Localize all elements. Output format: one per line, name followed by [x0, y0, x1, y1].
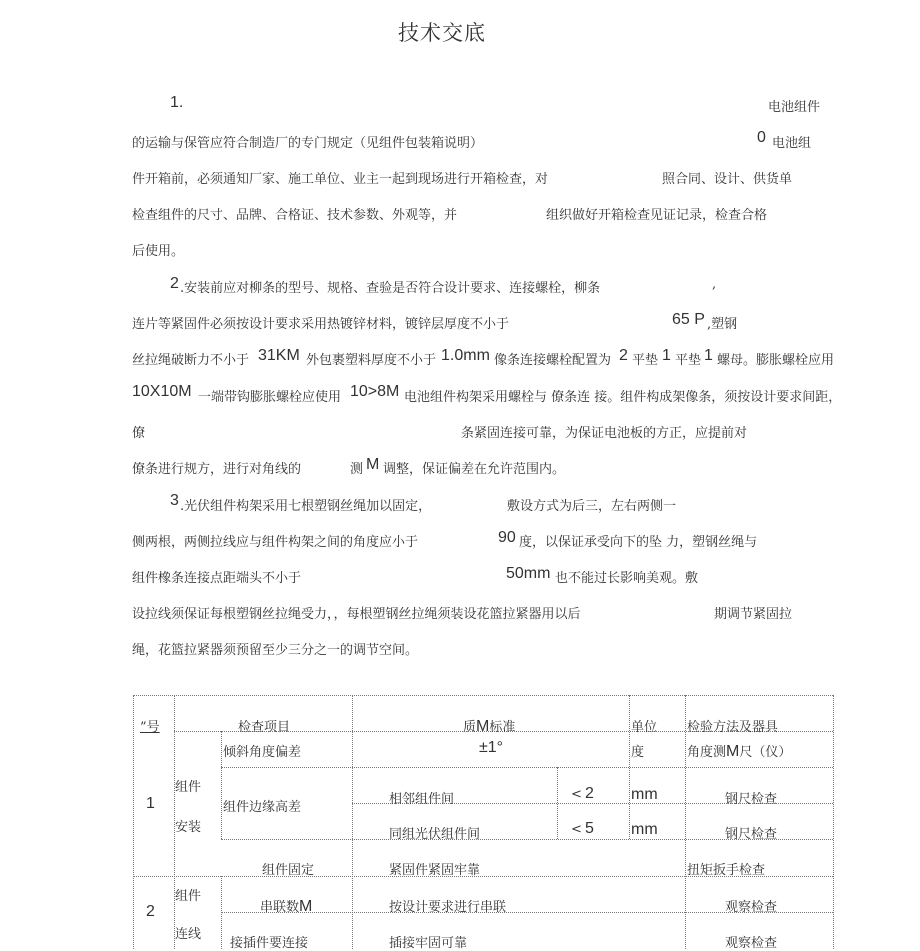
std-connector: 插接牢固可靠 [389, 936, 468, 951]
body-text: 绳，花篮拉紧器须预留至少三分之一的调节空间。 [132, 643, 419, 658]
method-connector: 观察检查 [725, 936, 778, 951]
item-fixing: 组件固定 [262, 863, 315, 878]
std-series: 按设计要求进行串联 [389, 900, 507, 915]
body-text: 外包裹塑料厚度不小于 [306, 353, 437, 368]
header-cell-item: 检查项目 [238, 720, 291, 735]
method-same-group: 钢尺检查 [725, 827, 778, 842]
unit-adjacent: mm [631, 786, 658, 803]
header-cell-unit: 单位 [631, 720, 658, 735]
body-text: .光伏组件构架采用七根塑钢丝绳加以固定， [180, 499, 432, 514]
category-label: 组件 [175, 780, 202, 795]
std-same-group-value: 5 [585, 820, 594, 837]
paragraph-number: 1. [170, 94, 184, 111]
std-same-group-symbol: < [571, 822, 582, 837]
body-text: 也不能过长影响美观。敷 [555, 571, 699, 586]
body-text: 僚条进行规方，进行对角线的 [132, 462, 302, 477]
body-text: 测 [350, 462, 364, 477]
body-text: 度，以保证承受向下的坠 力，塑钢丝绳与 [519, 535, 758, 550]
header-cell-method: 检验方法及器具 [687, 720, 779, 735]
body-text: 电池组件构架采用螺栓与 僚条连 接。组件构成架像条，须按设计要求间距， [404, 390, 842, 405]
page-title: 技术交底 [398, 21, 486, 45]
body-text: 螺母。膨胀螺栓应用 [717, 353, 835, 368]
paragraph-number: 2 [170, 275, 179, 292]
body-number: 2 [619, 347, 628, 364]
std-tilt: ±1° [479, 739, 504, 756]
body-number: M [366, 456, 380, 473]
item-series-count [260, 896, 312, 916]
body-text: 组件橡条连接点距端头不小于 [132, 571, 302, 586]
body-text: ,塑钢 [707, 317, 738, 332]
body-number: 1 [704, 347, 713, 364]
header-standard-prefix: 质 [463, 720, 477, 735]
table-rule [352, 695, 353, 949]
category-label: 连线 [175, 927, 202, 942]
table-rule [221, 876, 222, 949]
item-edge-height: 组件边缘高差 [223, 800, 302, 815]
body-text: 组织做好开箱检查见证记录，检查合格 [546, 208, 768, 223]
row-number: 2 [146, 903, 155, 920]
std-adjacent-label: 相邻组件间 [389, 792, 455, 807]
table-rule [221, 731, 222, 839]
std-adjacent-symbol: < [571, 787, 582, 802]
std-fixing: 紧固件紧固牢靠 [389, 863, 481, 878]
table-rule [133, 695, 833, 696]
method-adjacent: 钢尺检查 [725, 792, 778, 807]
body-text: 条紧固连接可靠，为保证电池板的方正，应提前对 [461, 426, 748, 441]
std-same-group-label: 同组光伏组件间 [389, 827, 481, 842]
body-text: , [712, 277, 717, 292]
table-rule [685, 695, 686, 949]
row-number: 1 [146, 795, 155, 812]
body-text: 设拉线须保证每根塑钢丝拉绳受力，，每根塑钢丝拉绳须装设花篮拉紧器用以后 [132, 607, 581, 622]
body-text: 僚 [132, 426, 146, 441]
body-number: 65 P [672, 311, 705, 328]
body-number: 50mm [506, 565, 551, 582]
body-number: 90 [498, 529, 516, 546]
header-cell-standard [463, 716, 515, 736]
body-text: 平垫 [675, 353, 702, 368]
table-rule [629, 695, 630, 839]
item-series-count-a: 串联数 [260, 900, 300, 915]
body-text: 敷设方式为后三，左右两侧一 [507, 499, 677, 514]
body-text: 期调节紧固拉 [714, 607, 793, 622]
body-text: 像条连接螺栓配置为 [494, 353, 612, 368]
header-cell-no: ”号 [140, 720, 160, 735]
body-number: 10X10M [132, 383, 192, 400]
item-series-count-m: M [299, 898, 313, 915]
body-text: 的运输与保管应符合制造厂的专门规定（见组件包装箱说明） [132, 136, 484, 151]
body-number: 0 [757, 129, 766, 146]
method-fixing: 扭矩扳手检查 [687, 863, 766, 878]
header-standard-m: M [476, 718, 490, 735]
std-adjacent-value: 2 [585, 785, 594, 802]
table-rule [221, 767, 833, 768]
body-number: 1 [662, 347, 671, 364]
unit-tilt: 度 [631, 745, 645, 760]
body-number: 1.0mm [441, 347, 490, 364]
body-text: 一端带钩膨胀螺栓应使用 [198, 390, 342, 405]
header-standard-suffix: 标准 [489, 720, 516, 735]
table-rule [833, 695, 834, 949]
body-text: 电池组件 [768, 100, 821, 115]
body-text: 连片等紧固件必须按设计要求采用热镀锌材料，镀锌层厚度不小于 [132, 317, 510, 332]
body-text: 平垫 [632, 353, 659, 368]
body-number: 31KM [258, 347, 300, 364]
method-tilt-a: 角度测 [687, 745, 727, 760]
body-text: 侧两根，两侧拉线应与组件构架之间的角度应小于 [132, 535, 419, 550]
category-label: 组件 [175, 889, 202, 904]
body-text: .安装前应对柳条的型号、规格、查验是否符合设计要求、连接螺栓，柳条 [180, 281, 601, 296]
unit-same-group: mm [631, 821, 658, 838]
body-text: 件开箱前，必须通知厂家、施工单位、业主一起到现场进行开箱检查，对 [132, 172, 549, 187]
table-rule [133, 695, 134, 949]
method-series: 观察检查 [725, 900, 778, 915]
body-text: 后使用。 [132, 244, 185, 259]
method-tilt-b: 尺（仪） [739, 745, 792, 760]
body-number: 10>8M [350, 383, 400, 400]
body-text: 照合同、设计、供货单 [662, 172, 793, 187]
body-text: 调整，保证偏差在允许范围内。 [383, 462, 566, 477]
paragraph-number: 3 [170, 492, 179, 509]
table-rule [557, 767, 558, 839]
body-text: 丝拉绳破断力不小于 [132, 353, 250, 368]
method-tilt-m: M [726, 743, 740, 760]
body-text: 电池组 [772, 136, 812, 151]
item-tilt: 倾斜角度偏差 [223, 745, 302, 760]
method-tilt [687, 741, 791, 761]
category-label: 安装 [175, 820, 202, 835]
body-text: 检查组件的尺寸、品牌、合格证、技术参数、外观等，并 [132, 208, 458, 223]
item-connector: 接插件要连接 [230, 936, 309, 951]
